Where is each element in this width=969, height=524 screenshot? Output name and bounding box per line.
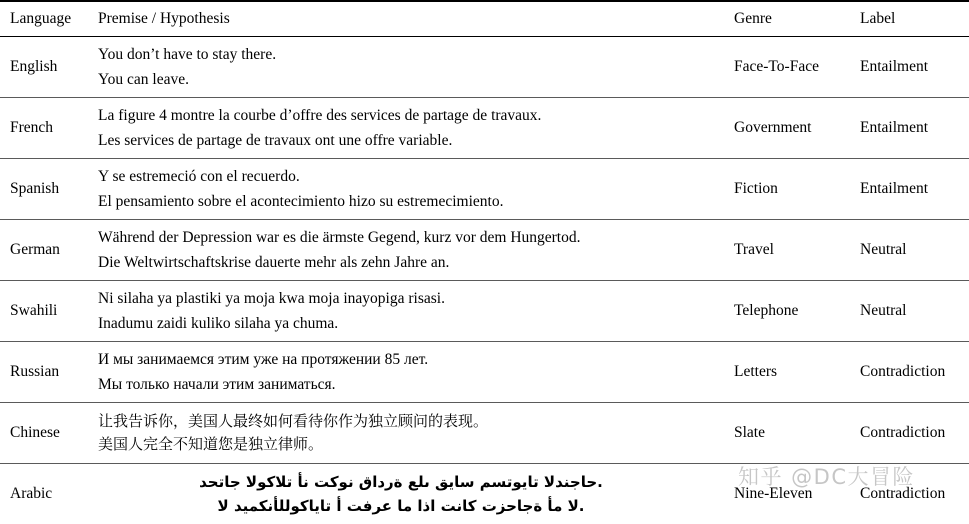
column-header-language: Language — [0, 1, 88, 37]
cell-premise-hypothesis — [88, 281, 712, 342]
table-row — [0, 403, 969, 464]
cell-language: Arabic — [0, 464, 88, 524]
premise-text: La figure 4 montre la courbe d’offre des services de partage de travaux. — [98, 103, 704, 128]
table-row — [0, 37, 969, 98]
cell-genre: Face-To-Face — [712, 37, 838, 98]
cell-genre: Slate — [712, 403, 838, 464]
cell-language: English — [0, 37, 88, 98]
cell-label: Entailment — [838, 98, 969, 159]
hypothesis-text: You can leave. — [98, 67, 704, 92]
cell-language: Spanish — [0, 159, 88, 220]
cell-label: Neutral — [838, 220, 969, 281]
cell-genre: Government — [712, 98, 838, 159]
column-header-genre: Genre — [712, 1, 838, 37]
column-header-label: Label — [838, 1, 969, 37]
table-row — [0, 464, 969, 524]
cell-premise-hypothesis — [88, 37, 712, 98]
cell-language: Swahili — [0, 281, 88, 342]
table-body — [0, 37, 969, 524]
cell-premise-hypothesis — [88, 220, 712, 281]
premise-text: И мы занимаемся этим уже на протяжении 85 лет. — [98, 347, 704, 372]
cell-label: Contradiction — [838, 464, 969, 524]
hypothesis-text: Die Weltwirtschaftskrise dauerte mehr als zehn Jahre an. — [98, 250, 704, 275]
cell-genre: Letters — [712, 342, 838, 403]
premise-text: Während der Depression war es die ärmste Gegend, kurz vor dem Hungertod. — [98, 225, 704, 250]
cell-label: Entailment — [838, 159, 969, 220]
cell-language: Russian — [0, 342, 88, 403]
hypothesis-text: El pensamiento sobre el acontecimiento hizo su estremecimiento. — [98, 189, 704, 214]
table-row — [0, 342, 969, 403]
cell-premise-hypothesis — [88, 403, 712, 464]
cell-genre: Telephone — [712, 281, 838, 342]
cell-premise-hypothesis — [88, 98, 712, 159]
cell-label: Contradiction — [838, 403, 969, 464]
cell-genre: Fiction — [712, 159, 838, 220]
cell-label: Contradiction — [838, 342, 969, 403]
premise-text: 让我告诉你，美国人最终如何看待你作为独立顾问的表现。 — [98, 410, 704, 433]
cell-premise-hypothesis — [88, 342, 712, 403]
column-header-premise-hypothesis: Premise / Hypothesis — [88, 1, 712, 37]
hypothesis-text: Les services de partage de travaux ont une offre variable. — [98, 128, 704, 153]
premise-text: Ni silaha ya plastiki ya moja kwa moja inayopiga risasi. — [98, 286, 704, 311]
table-row — [0, 220, 969, 281]
premise-text: حاجندلا تايوتسم سايق ىلع ةرداق نوكت نأ تلاكولا جاتحد. — [98, 470, 704, 494]
hypothesis-text: Мы только начали этим заниматься. — [98, 372, 704, 397]
table-row — [0, 98, 969, 159]
cell-language: German — [0, 220, 88, 281]
cell-label: Neutral — [838, 281, 969, 342]
premise-text: Y se estremeció con el recuerdo. — [98, 164, 704, 189]
watermark: 知乎 @DC大冒险 — [738, 461, 915, 491]
table-header — [0, 1, 969, 37]
cell-premise-hypothesis — [88, 464, 712, 524]
cell-language: French — [0, 98, 88, 159]
hypothesis-text: Inadumu zaidi kuliko silaha ya chuma. — [98, 311, 704, 336]
cell-language: Chinese — [0, 403, 88, 464]
table-header-row — [0, 1, 969, 37]
hypothesis-text: لا مأ ةجاحزت كانت اذا ما عرفت أ تاياكوللأنكميد لا. — [98, 494, 704, 518]
hypothesis-text: 美国人完全不知道您是独立律师。 — [98, 433, 704, 456]
table-row — [0, 281, 969, 342]
cell-genre: Nine-Eleven — [712, 464, 838, 524]
cell-genre: Travel — [712, 220, 838, 281]
table-row — [0, 159, 969, 220]
premise-text: You don’t have to stay there. — [98, 42, 704, 67]
cell-premise-hypothesis — [88, 159, 712, 220]
cell-label: Entailment — [838, 37, 969, 98]
